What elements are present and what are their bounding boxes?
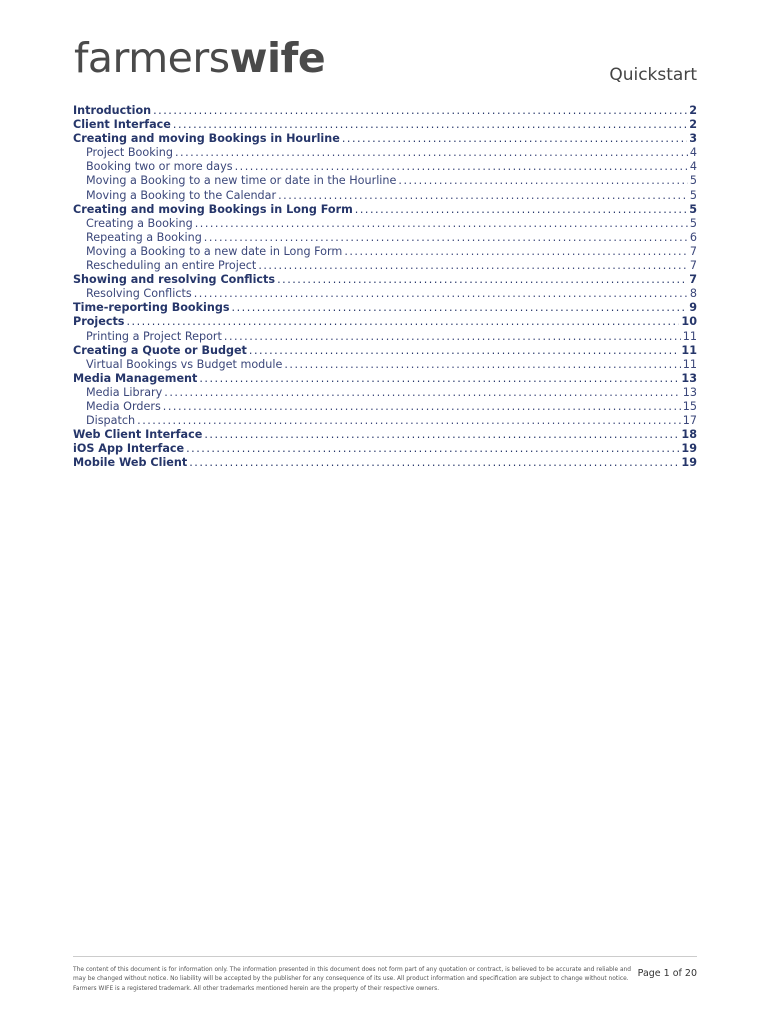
toc-dot-leader <box>232 301 688 315</box>
toc-page-number: 19 <box>681 456 697 470</box>
toc-dot-leader <box>224 330 681 344</box>
toc-entry-title: Client Interface <box>73 118 171 132</box>
toc-page-number: 19 <box>681 442 697 456</box>
disclaimer-line: The content of this document is for information only. The information presented in this document does not form part of any quotation or contract, is believed to be accurate and reliable and <box>73 967 632 973</box>
toc-dot-leader <box>199 372 679 386</box>
toc-dot-leader <box>204 231 688 245</box>
toc-entry-title: Dispatch <box>86 414 136 428</box>
footer-divider <box>73 956 697 957</box>
toc-page-number: 2 <box>689 104 697 117</box>
toc-dot-leader <box>284 358 680 372</box>
toc-entry-title: iOS App Interface <box>73 442 185 456</box>
toc-entry-title: Introduction <box>73 104 152 117</box>
toc-page-number: 7 <box>689 273 697 287</box>
toc-entry[interactable] <box>73 118 697 132</box>
toc-subentry[interactable] <box>73 189 697 203</box>
disclaimer-line: may be changed without notice. No liability will be accepted by the publisher for any consequence of its use. All product information and specification are subject to change without notice. <box>73 976 629 983</box>
toc-dot-leader <box>204 428 679 442</box>
toc-page-number: 9 <box>689 301 697 315</box>
toc-entry-title: Moving a Booking to the Calendar <box>86 188 277 202</box>
toc-subentry[interactable] <box>73 330 697 344</box>
toc-page-number: 10 <box>681 315 697 329</box>
toc-page-number: 11 <box>682 329 697 343</box>
toc-dot-leader <box>278 189 688 203</box>
toc-dot-leader <box>235 160 688 174</box>
toc-subentry[interactable] <box>73 245 697 259</box>
toc-page-number: 11 <box>682 357 697 371</box>
toc-dot-leader <box>137 414 681 428</box>
toc-subentry[interactable] <box>73 259 697 273</box>
toc-entry[interactable] <box>73 315 697 329</box>
toc-entry-title: Time-reporting Bookings <box>73 301 230 315</box>
toc-page-number: 4 <box>689 160 697 174</box>
toc-entry[interactable] <box>73 104 697 118</box>
toc-subentry[interactable] <box>73 146 697 160</box>
toc-entry[interactable] <box>73 428 697 442</box>
toc-entry[interactable] <box>73 344 697 358</box>
toc-dot-leader <box>189 456 679 470</box>
toc-subentry[interactable] <box>73 160 697 174</box>
toc-subentry[interactable] <box>73 386 697 400</box>
toc-dot-leader <box>175 146 688 160</box>
document-title: Quickstart <box>609 65 697 85</box>
toc-entry-title: Moving a Booking to a new date in Long Form <box>86 244 343 258</box>
toc-dot-leader <box>153 104 687 118</box>
toc-entry[interactable] <box>73 456 697 470</box>
toc-entry-title: Creating and moving Bookings in Hourline <box>73 132 340 146</box>
toc-dot-leader <box>163 400 681 414</box>
toc-subentry[interactable] <box>73 358 697 372</box>
toc-entry-title: Creating and moving Bookings in Long Form <box>73 202 353 216</box>
toc-dot-leader <box>258 259 688 273</box>
farmerswife-logo <box>74 34 326 82</box>
toc-dot-leader <box>355 203 687 217</box>
toc-page-number: 18 <box>681 428 697 442</box>
toc-dot-leader <box>173 118 687 132</box>
toc-entry-title: Mobile Web Client <box>73 456 188 470</box>
toc-entry-title: Repeating a Booking <box>86 230 202 244</box>
toc-entry-title: Projects <box>73 315 125 329</box>
toc-entry-title: Media Management <box>73 371 198 385</box>
toc-entry[interactable] <box>73 132 697 146</box>
toc-entry[interactable] <box>73 442 697 456</box>
toc-page-number: 11 <box>681 343 697 357</box>
toc-entry[interactable] <box>73 203 697 217</box>
toc-page-number: 6 <box>689 230 697 244</box>
toc-page-number: 7 <box>689 244 697 258</box>
toc-subentry[interactable] <box>73 217 697 231</box>
toc-page-number: 13 <box>681 371 697 385</box>
disclaimer-line: Farmers WIFE is a registered trademark. All other trademarks mentioned herein are the property of their respective owners. <box>73 985 440 992</box>
page-number: Page 1 of 20 <box>637 968 697 979</box>
toc-page-number: 3 <box>689 132 697 146</box>
toc-entry-title: Resolving Conflicts <box>86 287 192 301</box>
toc-subentry[interactable] <box>73 231 697 245</box>
toc-entry-title: Media Orders <box>86 399 161 413</box>
toc-entry-title: Project Booking <box>86 146 173 160</box>
toc-entry-title: Rescheduling an entire Project <box>86 259 257 273</box>
toc-entry-title: Media Library <box>86 385 163 399</box>
toc-subentry[interactable] <box>73 400 697 414</box>
toc-subentry[interactable] <box>73 174 697 188</box>
toc-entry[interactable] <box>73 301 697 315</box>
toc-page-number: 2 <box>689 118 697 132</box>
toc-dot-leader <box>249 344 680 358</box>
toc-dot-leader <box>342 132 687 146</box>
table-of-contents <box>73 104 697 470</box>
toc-dot-leader <box>195 217 688 231</box>
footer-disclaimer <box>73 966 638 994</box>
toc-page-number: 5 <box>689 188 697 202</box>
toc-dot-leader <box>344 245 688 259</box>
toc-dot-leader <box>194 287 688 301</box>
toc-entry[interactable] <box>73 372 697 386</box>
toc-dot-leader <box>398 174 687 188</box>
toc-dot-leader <box>126 315 679 329</box>
logo-text-bold: wife <box>229 34 326 82</box>
toc-page-number: 8 <box>689 287 697 301</box>
toc-page-number: 5 <box>689 202 697 216</box>
toc-entry-title: Printing a Project Report <box>86 329 222 343</box>
toc-entry-title: Showing and resolving Conflicts <box>73 273 276 287</box>
toc-entry-title: Booking two or more days <box>86 160 233 174</box>
toc-entry[interactable] <box>73 273 697 287</box>
toc-dot-leader <box>164 386 680 400</box>
toc-page-number: 5 <box>689 174 697 188</box>
logo-text-light: farmers <box>74 34 230 82</box>
toc-dot-leader <box>186 442 679 456</box>
toc-entry-title: Moving a Booking to a new time or date in the Hourline <box>86 174 397 188</box>
toc-entry-title: Creating a Booking <box>86 216 193 230</box>
toc-page-number: 7 <box>689 259 697 273</box>
toc-page-number: 4 <box>689 146 697 160</box>
toc-entry-title: Virtual Bookings vs Budget module <box>86 357 283 371</box>
toc-subentry[interactable] <box>73 414 697 428</box>
toc-page-number: 15 <box>682 399 697 413</box>
toc-page-number: 5 <box>689 216 697 230</box>
toc-dot-leader <box>277 273 687 287</box>
toc-page-number: 17 <box>682 414 697 428</box>
toc-subentry[interactable] <box>73 287 697 301</box>
toc-entry-title: Web Client Interface <box>73 428 203 442</box>
toc-entry-title: Creating a Quote or Budget <box>73 343 247 357</box>
toc-page-number: 13 <box>682 385 697 399</box>
